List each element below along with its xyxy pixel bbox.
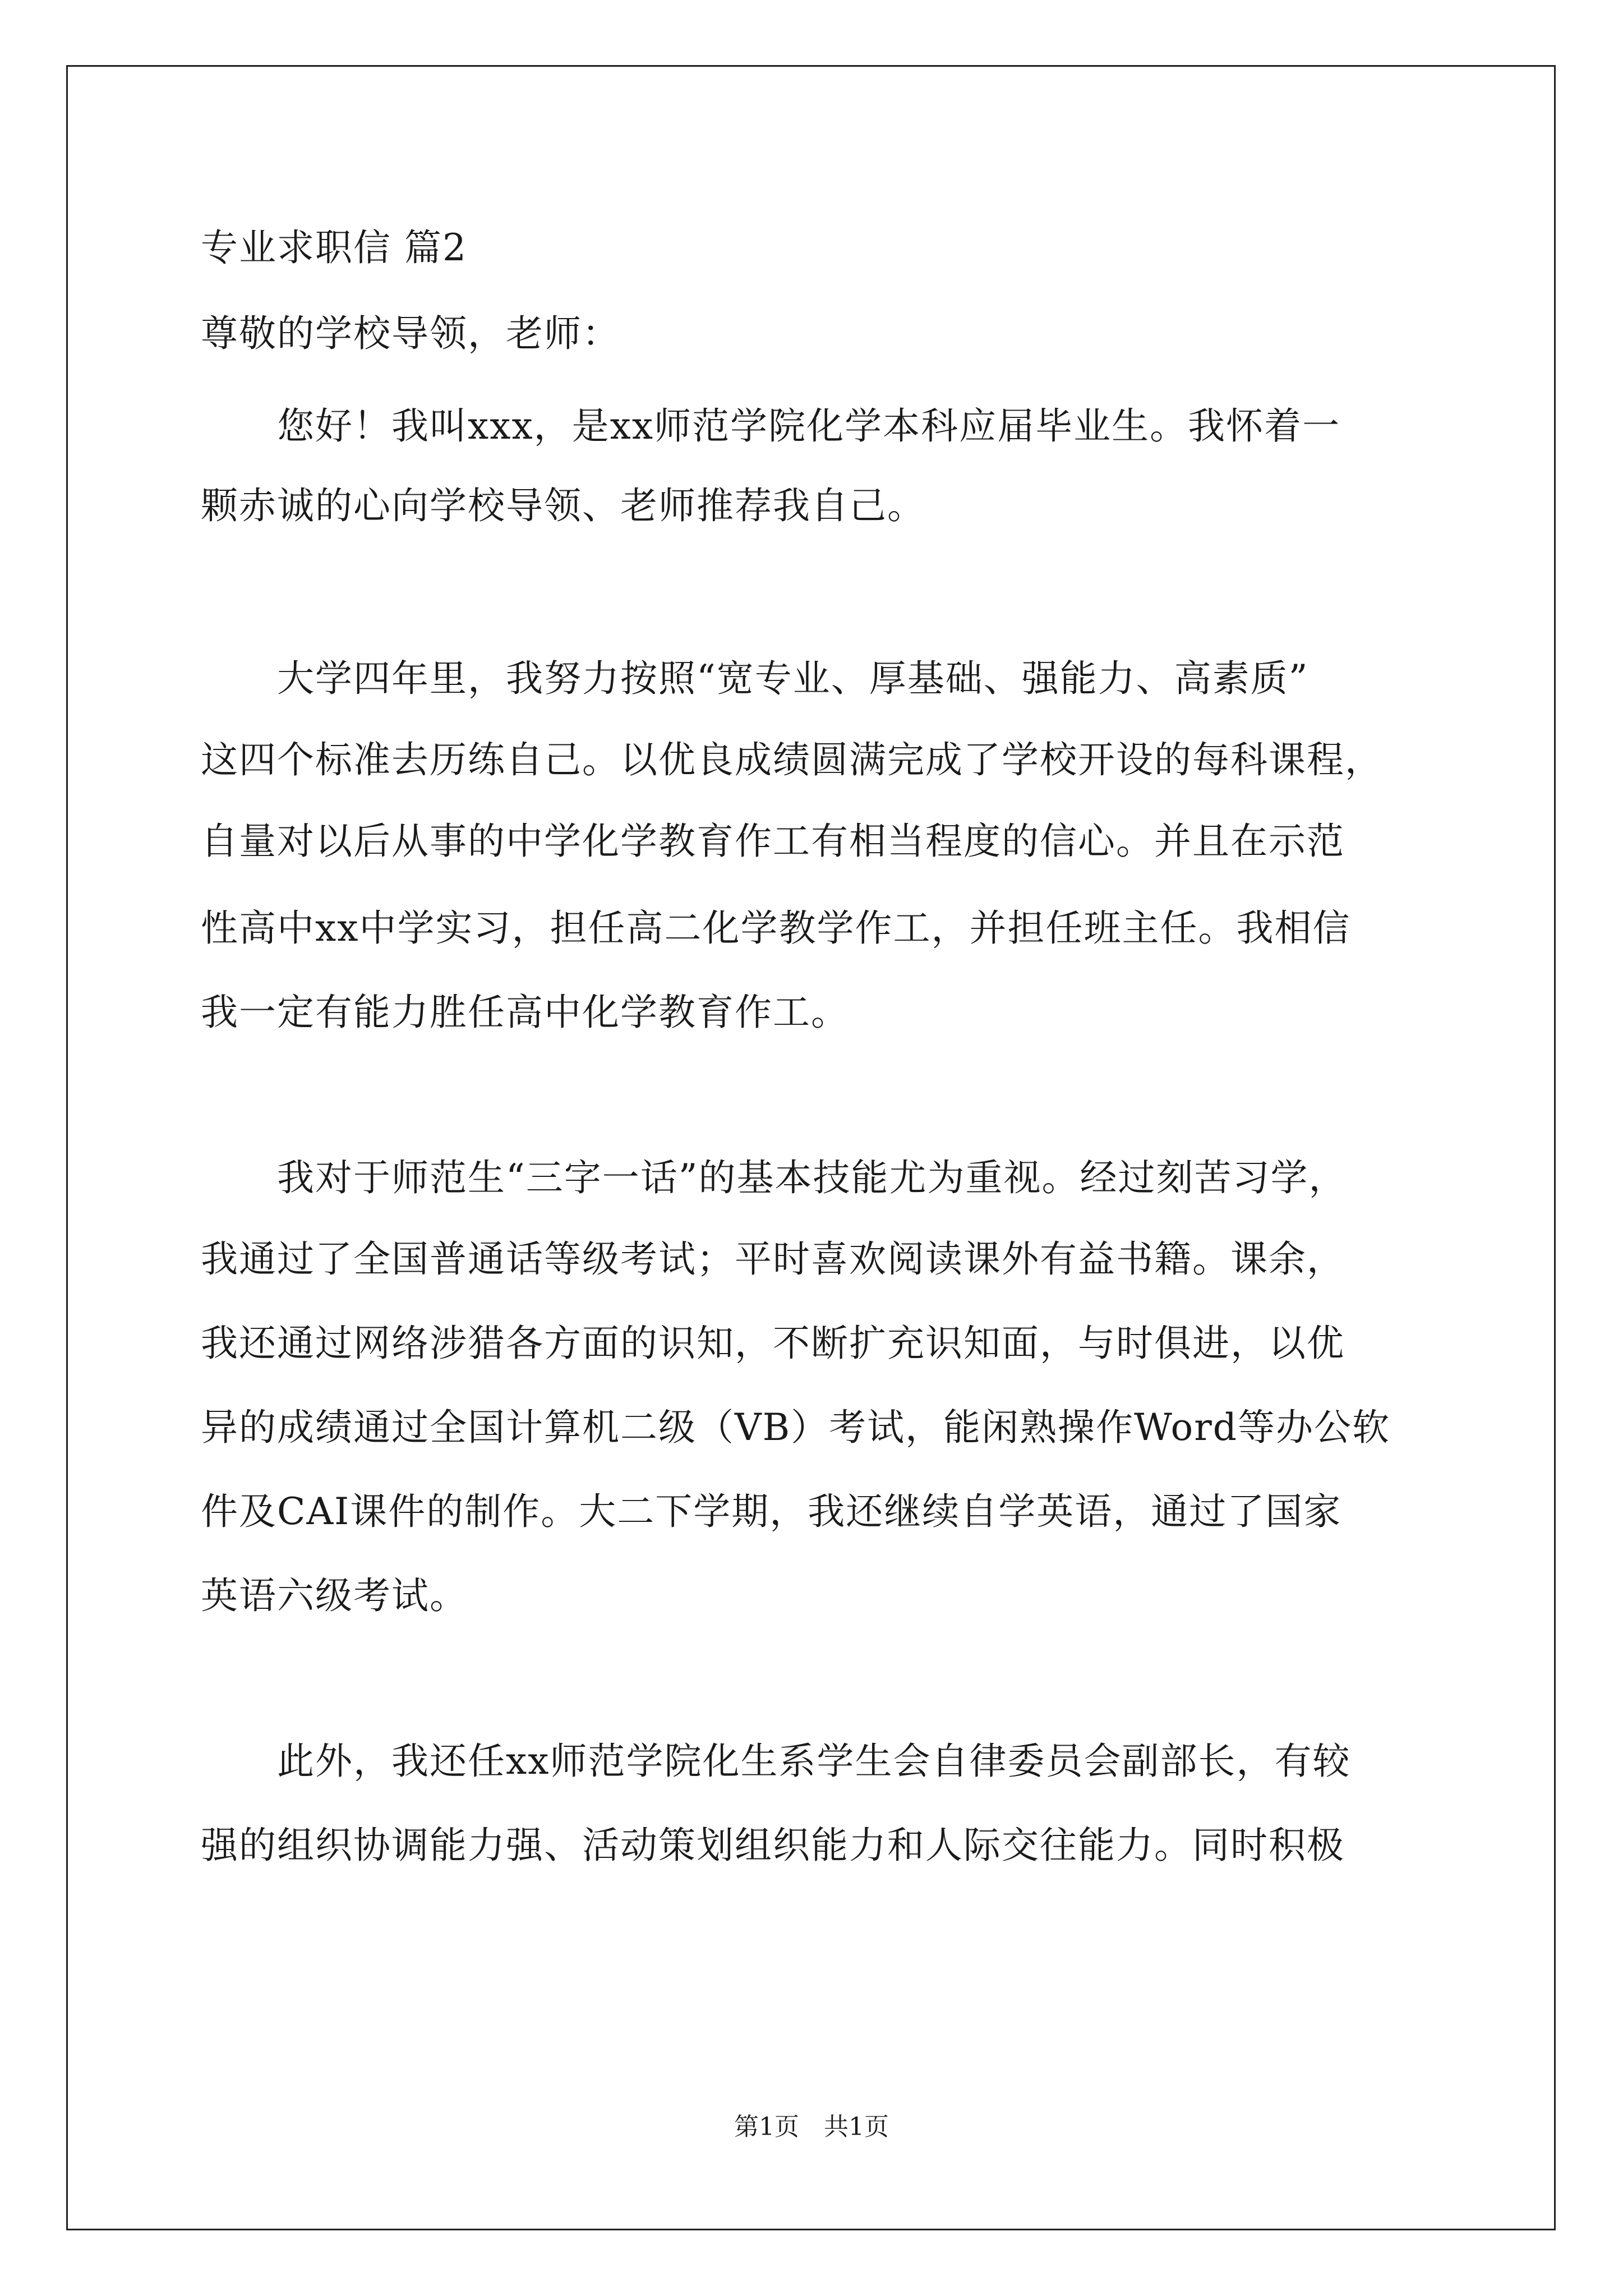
page-border [66, 65, 1556, 2230]
text-line: 英语六级考试。 [201, 1574, 468, 1617]
text-line: 自量对以后从事的中学化学教育作工有相当程度的信心。并且在示范 [201, 820, 1345, 863]
text-line: 件及CAI课件的制作。大二下学期，我还继续自学英语，通过了国家 [201, 1490, 1342, 1533]
text-line: 强的组织协调能力强、活动策划组织能力和人际交往能力。同时积极 [201, 1824, 1345, 1867]
text-line: 这四个标准去历练自己。以优良成绩圆满完成了学校开设的每科课程， [201, 738, 1383, 781]
text-line: 异的成绩通过全国计算机二级（VB）考试，能闲熟操作Word等办公软 [201, 1406, 1391, 1449]
document-heading: 专业求职信 篇2 [201, 226, 467, 269]
text-line: 我对于师范生“三字一话”的基本技能尤为重视。经过刻苦习学， [201, 1156, 1347, 1199]
text-line: 我一定有能力胜任高中化学教育作工。 [201, 991, 849, 1034]
text-line: 我通过了全国普通话等级考试；平时喜欢阅读课外有益书籍。课余， [201, 1237, 1345, 1281]
text-line: 此外，我还任xx师范学院化生系学生会自律委员会副部长，有较 [201, 1740, 1351, 1783]
text-line: 您好！我叫xxx，是xx师范学院化学本科应届毕业生。我怀着一 [201, 404, 1341, 448]
text-line: 颗赤诚的心向学校导领、老师推荐我自己。 [201, 484, 925, 527]
page-number-footer: 第1页 共1页 [734, 2113, 889, 2141]
text-line: 大学四年里，我努力按照“宽专业、厚基础、强能力、高素质” [201, 657, 1309, 700]
text-line: 性高中xx中学实习，担任高二化学教学作工，并担任班主任。我相信 [201, 907, 1351, 950]
salutation-line: 尊敬的学校导领，老师： [201, 312, 620, 355]
text-line: 我还通过网络涉猎各方面的识知，不断扩充识知面，与时俱进，以优 [201, 1322, 1345, 1365]
